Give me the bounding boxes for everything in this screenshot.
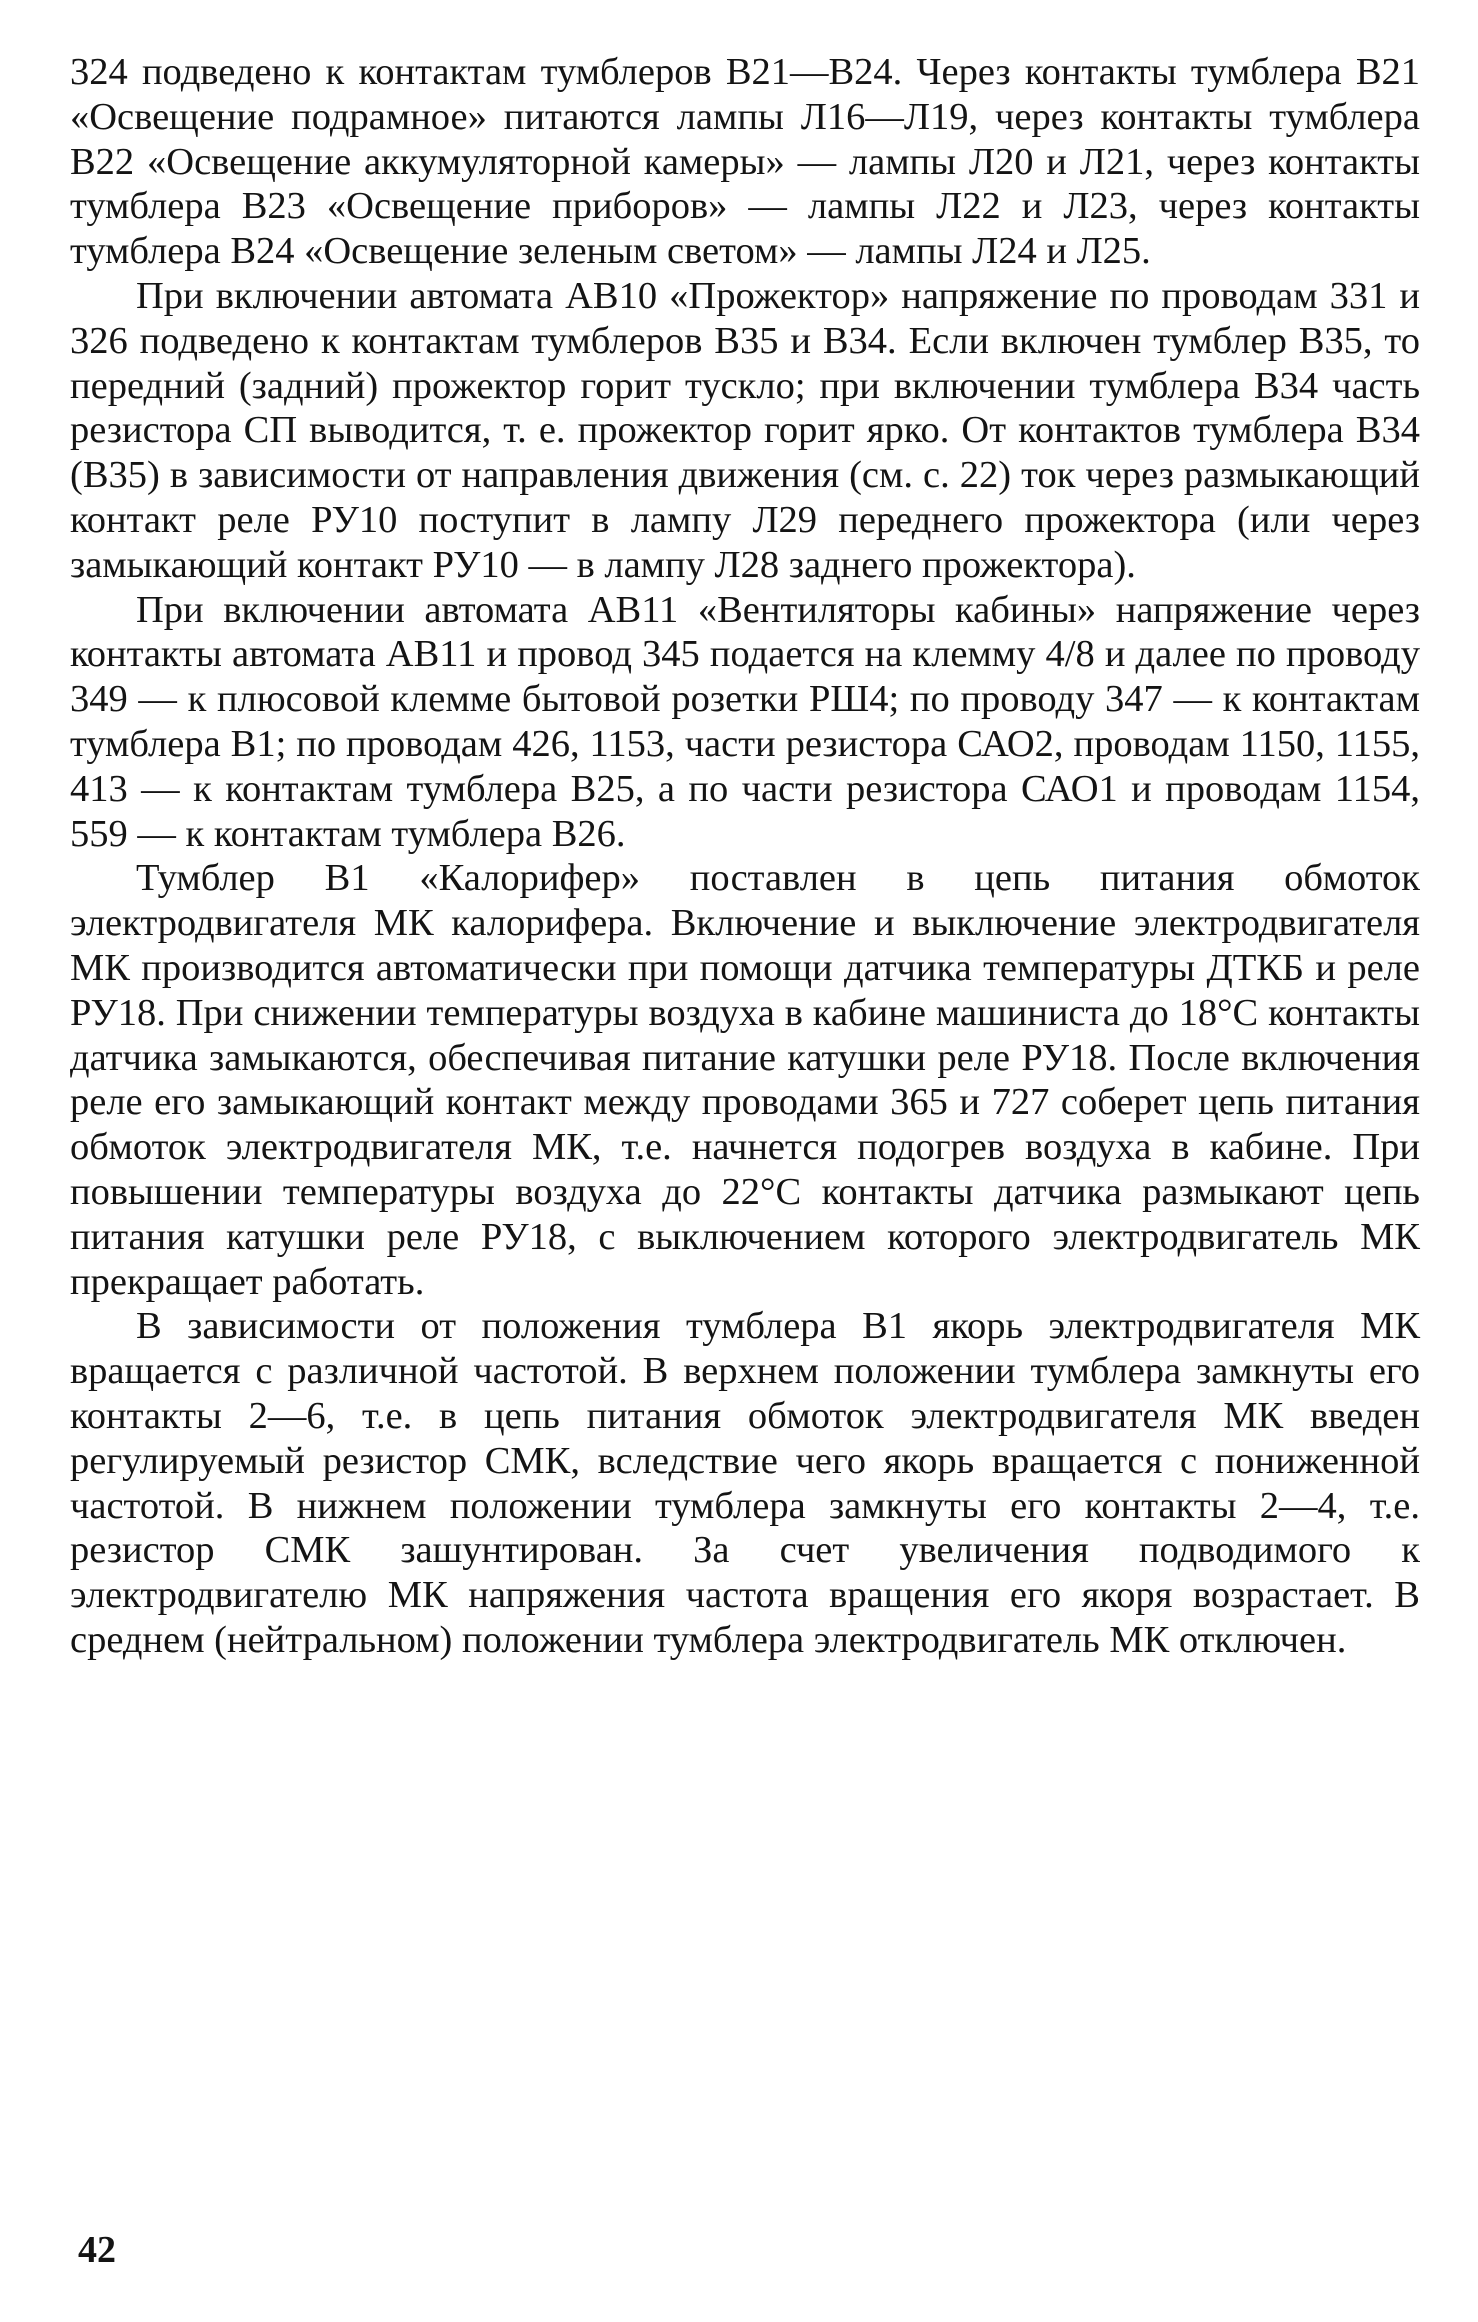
paragraph-2: При включении автомата АВ10 «Прожектор» напряжение по проводам 331 и 326 подведено к контактам тумблеров В35 и В34. Если включен тумблер В35, то передний (задний) прожектор горит тускло; при включении тумблера В34 часть резистора СП выводится, т. е. прожектор горит ярко. От контактов тумблера В34 (В35) в зависимости от направления движения (см. с. 22) ток через размыкающий контакт реле РУ10 поступит в лампу Л29 переднего прожектора (или через замыкающий контакт РУ10 — в лампу Л28 заднего прожектора). bbox=[70, 274, 1420, 586]
page-body bbox=[70, 50, 1420, 1663]
paragraph-4: Тумблер В1 «Калорифер» поставлен в цепь питания обмоток электродвигателя МК калорифера. Включение и выключение электродвигателя МК производится автоматически при помощи датчика температуры ДТКБ и реле РУ18. При снижении температуры воздуха в кабине машиниста до 18°С контакты датчика замыкаются, обеспечивая питание катушки реле РУ18. После включения реле его замыкающий контакт между проводами 365 и 727 соберет цепь питания обмоток электродвигателя МК, т.е. начнется подогрев воздуха в кабине. При повышении температуры воздуха до 22°С контакты датчика размыкают цепь питания катушки реле РУ18, с выключением которого электродвигатель МК прекращает работать. bbox=[70, 857, 1420, 1303]
paragraph-1: 324 подведено к контактам тумблеров В21—В24. Через контакты тумблера В21 «Освещение подрамное» питаются лампы Л16—Л19, через контакты тумблера В22 «Освещение аккумуляторной камеры» — лампы Л20 и Л21, через контакты тумблера В23 «Освещение приборов» — лампы Л22 и Л23, через контакты тумблера В24 «Освещение зеленым светом» — лампы Л24 и Л25. bbox=[70, 51, 1420, 273]
paragraph-3: При включении автомата АВ11 «Вентиляторы кабины» напряжение через контакты автомата АВ11 и провод 345 подается на клемму 4/8 и далее по проводу 349 — к плюсовой клемме бытовой розетки РШ4; по проводу 347 — к контактам тумблера В1; по проводам 426, 1153, части резистора САО2, проводам 1150, 1155, 413 — к контактам тумблера В25, а по части резистора САО1 и проводам 1154, 559 — к контактам тумблера В26. bbox=[70, 588, 1420, 855]
page-number: 42 bbox=[78, 2229, 116, 2271]
paragraph-5: В зависимости от положения тумблера В1 якорь электродвигателя МК вращается с различной частотой. В верхнем положении тумблера замкнуты его контакты 2—6, т.е. в цепь питания обмоток электродвигателя МК введен регулируемый резистор СМК, вследствие чего якорь вращается с пониженной частотой. В нижнем положении тумблера замкнуты его контакты 2—4, т.е. резистор СМК зашунтирован. За счет увеличения подводимого к электродвигателю МК напряжения частота вращения его якоря возрастает. В среднем (нейтральном) положении тумблера электродвигатель МК отключен. bbox=[70, 1305, 1420, 1661]
